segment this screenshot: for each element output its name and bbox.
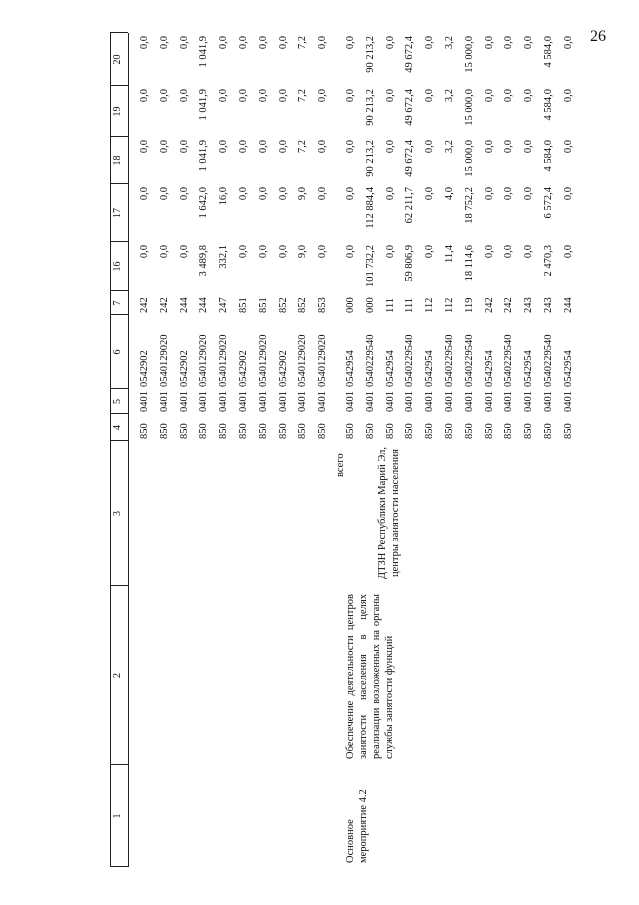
table-row xyxy=(217,33,231,867)
header-bottom-border xyxy=(128,33,129,867)
table-cell-col-20: 3,2 xyxy=(444,36,455,50)
table-cell-col-5: 0401 xyxy=(257,391,269,412)
table-grid xyxy=(110,33,600,867)
table-cell-col-17: 9,0 xyxy=(297,187,309,201)
table-cell-col-19: 0,0 xyxy=(523,89,535,103)
table-cell-col-16: 9,0 xyxy=(297,245,309,259)
table-cell-col-18: 49 672,4 xyxy=(404,140,416,177)
table-cell-col-4: 850 xyxy=(463,423,475,439)
table-cell-col-7: 851 xyxy=(257,297,269,313)
table-cell-col-6: 0542954 xyxy=(523,350,535,387)
table-cell-col-18: 0,0 xyxy=(158,140,170,154)
table-cell-col-17: 0,0 xyxy=(277,187,289,201)
column-header-7: 7 xyxy=(112,300,123,306)
table-cell-col-17: 0,0 xyxy=(523,187,535,201)
table-row xyxy=(522,33,536,867)
table-cell-col-18: 7,2 xyxy=(297,140,309,154)
table-cell-col-20: 0,0 xyxy=(317,36,329,50)
table-cell-col-7: 247 xyxy=(218,297,230,313)
table-cell-col-16: 0,0 xyxy=(562,245,574,259)
table-cell-col-19: 0,0 xyxy=(238,89,249,103)
table-cell-col-18: 0,0 xyxy=(277,140,289,154)
table-cell-col-16: 0,0 xyxy=(503,245,515,259)
table-cell-col-4: 850 xyxy=(483,423,495,439)
table-cell-col-6: 0542902 xyxy=(139,350,150,387)
column-header-5: 5 xyxy=(112,399,123,404)
table-cell-col-20: 0,0 xyxy=(277,36,289,50)
table-cell-col-19: 90 213,2 xyxy=(364,89,376,126)
table-row xyxy=(483,33,497,867)
table-cell-col-18: 0,0 xyxy=(523,140,535,154)
table-cell-col-20: 0,0 xyxy=(562,36,574,50)
table-cell-col-19: 0,0 xyxy=(277,89,289,103)
table-cell-col-16: 3 489,8 xyxy=(198,245,210,277)
table-cell-col-4: 850 xyxy=(158,423,170,439)
table-cell-col-5: 0401 xyxy=(463,391,475,412)
table-cell-col-4: 850 xyxy=(444,423,455,439)
table-cell-col-4: 850 xyxy=(297,423,309,439)
table-cell-col-7: 853 xyxy=(317,297,329,313)
table-cell-col-7: 000 xyxy=(345,297,356,313)
table-cell-col-16: 0,0 xyxy=(277,245,289,259)
table-cell-col-16: 0,0 xyxy=(158,245,170,259)
table-cell-col-17: 0,0 xyxy=(424,187,436,201)
table-cell-col-4: 850 xyxy=(277,423,289,439)
table-cell-col-16: 332,1 xyxy=(218,245,230,269)
table-row xyxy=(463,33,477,867)
table-cell-col-18: 1 041,9 xyxy=(198,140,210,172)
table-cell-col-17: 16,0 xyxy=(218,187,230,206)
column-header-18: 18 xyxy=(112,155,123,166)
table-cell-col-19: 0,0 xyxy=(158,89,170,103)
table-cell-col-7: 242 xyxy=(139,297,150,313)
table-row xyxy=(542,33,556,867)
table-row xyxy=(257,33,271,867)
table-cell-col-5: 0401 xyxy=(277,391,289,412)
table-cell-col-17: 0,0 xyxy=(483,187,495,201)
table-row xyxy=(344,33,358,867)
budget-table xyxy=(110,33,600,867)
table-cell-col-4: 850 xyxy=(543,423,554,439)
table-cell-col-19: 0,0 xyxy=(257,89,269,103)
table-cell-col-19: 0,0 xyxy=(503,89,515,103)
table-cell-col-4: 850 xyxy=(345,423,356,439)
table-cell-col-20: 1 041,9 xyxy=(198,36,210,68)
table-cell-col-19: 0,0 xyxy=(218,89,230,103)
activity-name-line1: Основное xyxy=(345,819,356,863)
table-cell-col-18: 0,0 xyxy=(483,140,495,154)
table-cell-col-4: 850 xyxy=(218,423,230,439)
table-cell-col-5: 0401 xyxy=(218,391,230,412)
table-cell-col-18: 0,0 xyxy=(218,140,230,154)
table-cell-col-20: 49 672,4 xyxy=(404,36,416,73)
table-cell-col-18: 0,0 xyxy=(384,140,396,154)
table-cell-col-16: 0,0 xyxy=(345,245,356,259)
column-header-3: 3 xyxy=(112,511,123,516)
table-cell-col-20: 0,0 xyxy=(483,36,495,50)
table-row xyxy=(237,33,251,867)
table-cell-col-6: 0542954 xyxy=(345,350,356,387)
table-cell-col-17: 0,0 xyxy=(178,187,190,201)
table-cell-col-18: 0,0 xyxy=(562,140,574,154)
table-row xyxy=(138,33,152,867)
table-cell-col-4: 850 xyxy=(404,423,416,439)
table-cell-col-4: 850 xyxy=(364,423,376,439)
table-cell-col-18: 0,0 xyxy=(257,140,269,154)
table-cell-col-20: 0,0 xyxy=(345,36,356,50)
page-number: 26 xyxy=(590,28,606,45)
table-cell-col-19: 49 672,4 xyxy=(404,89,416,126)
table-cell-col-18: 90 213,2 xyxy=(364,140,376,177)
table-cell-col-7: 242 xyxy=(503,297,515,313)
table-cell-col-19: 0,0 xyxy=(139,89,150,103)
table-cell-col-19: 0,0 xyxy=(345,89,356,103)
table-cell-col-17: 112 884,4 xyxy=(364,187,376,229)
table-row xyxy=(443,33,457,867)
table-cell-col-5: 0401 xyxy=(198,391,210,412)
table-cell-col-18: 0,0 xyxy=(139,140,150,154)
table-row xyxy=(423,33,437,867)
table-cell-col-5: 0401 xyxy=(404,391,416,412)
table-cell-col-7: 244 xyxy=(562,297,574,313)
table-cell-col-5: 0401 xyxy=(297,391,309,412)
table-cell-col-5: 0401 xyxy=(523,391,535,412)
column-header-20: 20 xyxy=(112,54,123,65)
table-cell-col-4: 850 xyxy=(562,423,574,439)
table-cell-col-17: 0,0 xyxy=(562,187,574,201)
column-header-16: 16 xyxy=(112,261,123,272)
table-cell-col-16: 0,0 xyxy=(238,245,249,259)
table-cell-col-5: 0401 xyxy=(483,391,495,412)
table-cell-col-20: 0,0 xyxy=(158,36,170,50)
table-cell-col-17: 1 642,0 xyxy=(198,187,210,219)
table-cell-col-17: 6 572,4 xyxy=(543,187,554,219)
table-cell-col-7: 111 xyxy=(404,298,416,313)
table-cell-col-17: 0,0 xyxy=(257,187,269,201)
table-cell-col-6: 0540229540 xyxy=(503,334,515,387)
table-cell-col-18: 4 584,0 xyxy=(543,140,554,172)
table-cell-col-19: 7,2 xyxy=(297,89,309,103)
table-cell-col-5: 0401 xyxy=(238,391,249,412)
table-cell-col-6: 0542902 xyxy=(277,350,289,387)
table-cell-col-4: 850 xyxy=(139,423,150,439)
table-cell-col-4: 850 xyxy=(523,423,535,439)
table-cell-col-19: 0,0 xyxy=(424,89,436,103)
table-cell-col-16: 0,0 xyxy=(384,245,396,259)
activity-name-line2: мероприятие 4.2 xyxy=(358,789,369,863)
table-cell-col-17: 0,0 xyxy=(345,187,356,201)
table-cell-col-7: 244 xyxy=(198,297,210,313)
table-cell-col-7: 112 xyxy=(444,297,455,313)
table-cell-col-7: 852 xyxy=(277,297,289,313)
table-cell-col-5: 0401 xyxy=(424,391,436,412)
table-cell-col-5: 0401 xyxy=(139,391,150,412)
table-cell-col-7: 243 xyxy=(523,297,535,313)
table-cell-col-18: 0,0 xyxy=(178,140,190,154)
table-cell-col-16: 59 806,9 xyxy=(404,245,416,282)
table-cell-col-20: 90 213,2 xyxy=(364,36,376,73)
table-cell-col-4: 850 xyxy=(384,423,396,439)
table-cell-col-6: 0540229540 xyxy=(543,334,554,387)
table-cell-col-17: 0,0 xyxy=(317,187,329,201)
table-cell-col-18: 0,0 xyxy=(424,140,436,154)
table-cell-col-6: 0540129020 xyxy=(198,334,210,387)
table-row xyxy=(296,33,310,867)
table-cell-col-7: 112 xyxy=(424,297,436,313)
table-cell-col-5: 0401 xyxy=(503,391,515,412)
table-cell-col-4: 850 xyxy=(257,423,269,439)
table-cell-col-6: 0542902 xyxy=(178,350,190,387)
table-cell-col-5: 0401 xyxy=(158,391,170,412)
table-cell-col-7: 243 xyxy=(543,297,554,313)
table-cell-col-6: 0540229540 xyxy=(463,334,475,387)
table-cell-col-20: 0,0 xyxy=(384,36,396,50)
table-cell-col-19: 0,0 xyxy=(317,89,329,103)
table-cell-col-19: 0,0 xyxy=(178,89,190,103)
executor-total-label: всего xyxy=(335,453,346,477)
table-cell-col-5: 0401 xyxy=(345,391,356,412)
table-cell-col-20: 0,0 xyxy=(523,36,535,50)
table-cell-col-6: 0540229540 xyxy=(444,334,455,387)
table-cell-col-18: 15 000,0 xyxy=(463,140,475,177)
table-cell-col-19: 3,2 xyxy=(444,89,455,103)
table-cell-col-5: 0401 xyxy=(364,391,376,412)
table-cell-col-5: 0401 xyxy=(444,391,455,412)
table-cell-col-20: 7,2 xyxy=(297,36,309,50)
table-cell-col-18: 0,0 xyxy=(317,140,329,154)
table-cell-col-6: 0540129020 xyxy=(257,334,269,387)
table-cell-col-7: 242 xyxy=(483,297,495,313)
table-cell-col-6: 0540129020 xyxy=(158,334,170,387)
table-cell-col-6: 0540129020 xyxy=(297,334,309,387)
table-cell-col-6: 0542954 xyxy=(483,350,495,387)
table-cell-col-4: 850 xyxy=(238,423,249,439)
table-cell-col-19: 0,0 xyxy=(483,89,495,103)
table-top-border xyxy=(110,33,111,867)
table-cell-col-16: 101 732,2 xyxy=(364,245,376,287)
table-cell-col-7: 242 xyxy=(158,297,170,313)
table-row xyxy=(384,33,398,867)
table-cell-col-17: 0,0 xyxy=(158,187,170,201)
table-cell-col-16: 0,0 xyxy=(424,245,436,259)
table-cell-col-18: 0,0 xyxy=(503,140,515,154)
table-cell-col-7: 244 xyxy=(178,297,190,313)
column-header-4: 4 xyxy=(112,425,123,430)
table-cell-col-4: 850 xyxy=(198,423,210,439)
table-cell-col-17: 62 211,7 xyxy=(404,187,416,224)
table-cell-col-17: 4,0 xyxy=(444,187,455,201)
table-row xyxy=(277,33,291,867)
table-row xyxy=(562,33,576,867)
table-cell-col-5: 0401 xyxy=(562,391,574,412)
table-cell-col-4: 850 xyxy=(178,423,190,439)
table-cell-col-19: 4 584,0 xyxy=(543,89,554,121)
table-cell-col-18: 3,2 xyxy=(444,140,455,154)
table-cell-col-16: 0,0 xyxy=(257,245,269,259)
table-cell-col-17: 18 752,2 xyxy=(463,187,475,224)
table-cell-col-20: 0,0 xyxy=(238,36,249,50)
table-cell-col-19: 1 041,9 xyxy=(198,89,210,121)
executor-department: ДТЗН Республики Марий Эл, центры занятости населения xyxy=(377,446,401,580)
table-cell-col-5: 0401 xyxy=(384,391,396,412)
table-cell-col-18: 0,0 xyxy=(238,140,249,154)
table-cell-col-7: 852 xyxy=(297,297,309,313)
column-header-1: 1 xyxy=(112,813,123,819)
table-cell-col-17: 0,0 xyxy=(503,187,515,201)
table-cell-col-4: 850 xyxy=(424,423,436,439)
table-cell-col-16: 2 470,3 xyxy=(543,245,554,277)
table-cell-col-7: 851 xyxy=(238,297,249,313)
table-cell-col-6: 0540229540 xyxy=(364,334,376,387)
table-cell-col-4: 850 xyxy=(503,423,515,439)
table-row xyxy=(364,33,378,867)
table-cell-col-19: 0,0 xyxy=(384,89,396,103)
table-cell-col-5: 0401 xyxy=(543,391,554,412)
table-cell-col-6: 0542902 xyxy=(238,350,249,387)
table-cell-col-5: 0401 xyxy=(317,391,329,412)
table-cell-col-20: 0,0 xyxy=(424,36,436,50)
table-row xyxy=(403,33,417,867)
table-cell-col-18: 0,0 xyxy=(345,140,356,154)
table-cell-col-20: 15 000,0 xyxy=(463,36,475,73)
table-cell-col-16: 0,0 xyxy=(317,245,329,259)
table-cell-col-7: 000 xyxy=(364,297,376,313)
table-cell-col-6: 0540129020 xyxy=(218,334,230,387)
column-header-19: 19 xyxy=(112,106,123,117)
column-header-2: 2 xyxy=(112,673,123,678)
column-header-17: 17 xyxy=(112,208,123,218)
table-cell-col-16: 0,0 xyxy=(139,245,150,259)
table-cell-col-16: 11,4 xyxy=(444,245,455,263)
table-row xyxy=(158,33,172,867)
table-cell-col-19: 0,0 xyxy=(562,89,574,103)
table-cell-col-20: 0,0 xyxy=(218,36,230,50)
table-cell-col-16: 0,0 xyxy=(483,245,495,259)
table-cell-col-6: 0542954 xyxy=(562,350,574,387)
table-row xyxy=(502,33,516,867)
table-cell-col-20: 0,0 xyxy=(139,36,150,50)
activity-description: Обеспечение деятельности центров занятости населения в целях реализации возложенных на органы службы занятости функций xyxy=(345,594,395,759)
table-cell-col-5: 0401 xyxy=(178,391,190,412)
table-row xyxy=(316,33,330,867)
table-cell-col-6: 0542954 xyxy=(424,350,436,387)
table-cell-col-7: 119 xyxy=(463,297,475,313)
table-cell-col-20: 0,0 xyxy=(257,36,269,50)
table-cell-col-6: 0540129020 xyxy=(317,334,329,387)
table-cell-col-6: 0540229540 xyxy=(404,334,416,387)
table-cell-col-19: 15 000,0 xyxy=(463,89,475,126)
table-cell-col-20: 0,0 xyxy=(503,36,515,50)
table-cell-col-16: 0,0 xyxy=(523,245,535,259)
table-row xyxy=(178,33,192,867)
table-cell-col-17: 0,0 xyxy=(238,187,249,201)
table-cell-col-17: 0,0 xyxy=(384,187,396,201)
table-cell-col-6: 0542954 xyxy=(384,350,396,387)
table-cell-col-20: 4 584,0 xyxy=(543,36,554,68)
table-cell-col-16: 18 114,6 xyxy=(463,245,475,282)
column-header-6: 6 xyxy=(112,349,123,355)
table-cell-col-20: 0,0 xyxy=(178,36,190,50)
table-cell-col-17: 0,0 xyxy=(139,187,150,201)
table-row xyxy=(197,33,211,867)
table-cell-col-7: 111 xyxy=(384,298,396,313)
table-cell-col-4: 850 xyxy=(317,423,329,439)
table-cell-col-16: 0,0 xyxy=(178,245,190,259)
